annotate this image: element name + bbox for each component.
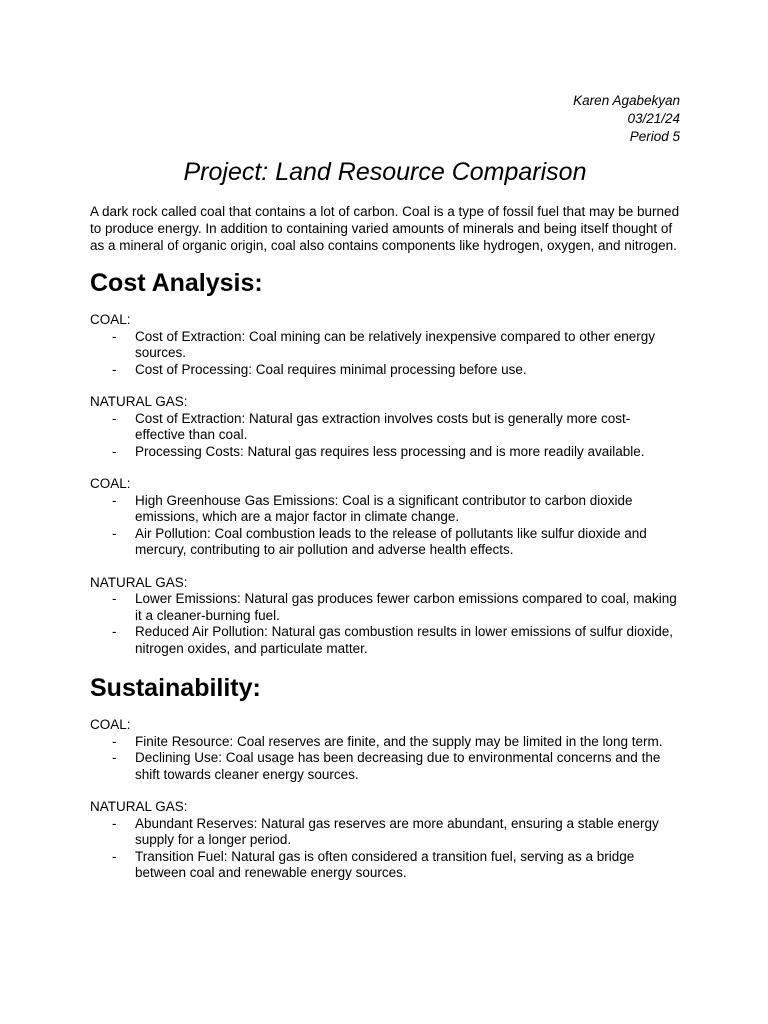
list-item xyxy=(90,362,680,379)
list-item-text: Lower Emissions: Natural gas produces fewer carbon emissions compared to coal, making it a cleaner-burning fuel. xyxy=(135,591,677,623)
author-name: Karen Agabekyan xyxy=(573,93,680,108)
bullet-dash: - xyxy=(112,492,117,508)
cost-coal-group xyxy=(90,312,680,378)
cost-natural-gas-group xyxy=(90,394,680,460)
group-label: NATURAL GAS: xyxy=(90,394,188,410)
list-item xyxy=(90,591,680,624)
bullet-dash: - xyxy=(112,525,117,541)
list-item-text: Finite Resource: Coal reserves are finite, and the supply may be limited in the long term. xyxy=(135,733,663,749)
list-item-text: Air Pollution: Coal combustion leads to the release of pollutants like sulfur dioxide and mercury, contributing to air pollution and adverse health effects. xyxy=(135,525,647,558)
list-item xyxy=(90,444,680,461)
bullet-dash: - xyxy=(112,624,117,640)
list-item-text: Cost of Extraction: Coal mining can be relatively inexpensive compared to other energy sources. xyxy=(135,328,656,361)
list-item-text: Processing Costs: Natural gas requires less processing and is more readily available. xyxy=(135,443,645,459)
list-item xyxy=(90,849,680,882)
list-item-text: Cost of Processing: Coal requires minimal processing before use. xyxy=(135,361,527,377)
group-label: NATURAL GAS: xyxy=(90,574,188,590)
list-item xyxy=(90,624,680,657)
bullet-dash: - xyxy=(112,815,117,831)
class-period: Period 5 xyxy=(629,129,680,144)
bullet-dash: - xyxy=(112,733,117,749)
bullet-dash: - xyxy=(112,361,117,377)
sustainability-coal-group xyxy=(90,717,680,783)
list-item-text: Declining Use: Coal usage has been decreasing due to environmental concerns and the shift towards cleaner energy sources. xyxy=(135,750,661,782)
list-item-text: Abundant Reserves: Natural gas reserves are more abundant, ensuring a stable energy supply for a longer period. xyxy=(135,815,659,848)
list-item-text: High Greenhouse Gas Emissions: Coal is a significant contributor to carbon dioxide emissions, which are a major factor in climate change. xyxy=(135,492,633,525)
emissions-natural-gas-group xyxy=(90,575,680,658)
group-label: COAL: xyxy=(90,476,131,492)
sustainability-natural-gas-group xyxy=(90,799,680,882)
bullet-dash: - xyxy=(112,328,117,344)
group-label: COAL: xyxy=(90,312,131,328)
list-item xyxy=(90,411,680,444)
bullet-dash: - xyxy=(112,410,117,426)
document-page xyxy=(90,92,680,882)
sustainability-heading: Sustainability: xyxy=(90,674,261,703)
list-item-text: Transition Fuel: Natural gas is often considered a transition fuel, serving as a bridge between coal and renewable energy sources. xyxy=(135,848,635,881)
bullet-dash: - xyxy=(112,750,117,766)
group-label: COAL: xyxy=(90,717,131,733)
bullet-dash: - xyxy=(112,443,117,459)
list-item-text: Cost of Extraction: Natural gas extraction involves costs but is generally more cost-effective than coal. xyxy=(135,410,631,443)
emissions-coal-group xyxy=(90,476,680,559)
header-info xyxy=(90,92,680,146)
list-item xyxy=(90,734,680,751)
intro-paragraph: A dark rock called coal that contains a lot of carbon. Coal is a type of fossil fuel that may be burned to produce energy. In addition to containing varied amounts of minerals and being itself thought of as a mineral of organic origin, coal also contains components like hydrogen, oxygen, and nitrogen. xyxy=(90,204,680,253)
list-item xyxy=(90,493,680,526)
cost-analysis-heading: Cost Analysis: xyxy=(90,269,263,298)
list-item xyxy=(90,329,680,362)
list-item xyxy=(90,816,680,849)
list-item-text: Reduced Air Pollution: Natural gas combustion results in lower emissions of sulfur dioxide, nitrogen oxides, and particulate matter. xyxy=(135,624,674,656)
document-date: 03/21/24 xyxy=(627,111,680,126)
list-item xyxy=(90,526,680,559)
list-item xyxy=(90,750,680,783)
bullet-dash: - xyxy=(112,848,117,864)
document-title: Project: Land Resource Comparison xyxy=(183,158,587,186)
group-label: NATURAL GAS: xyxy=(90,799,188,815)
bullet-dash: - xyxy=(112,591,117,607)
